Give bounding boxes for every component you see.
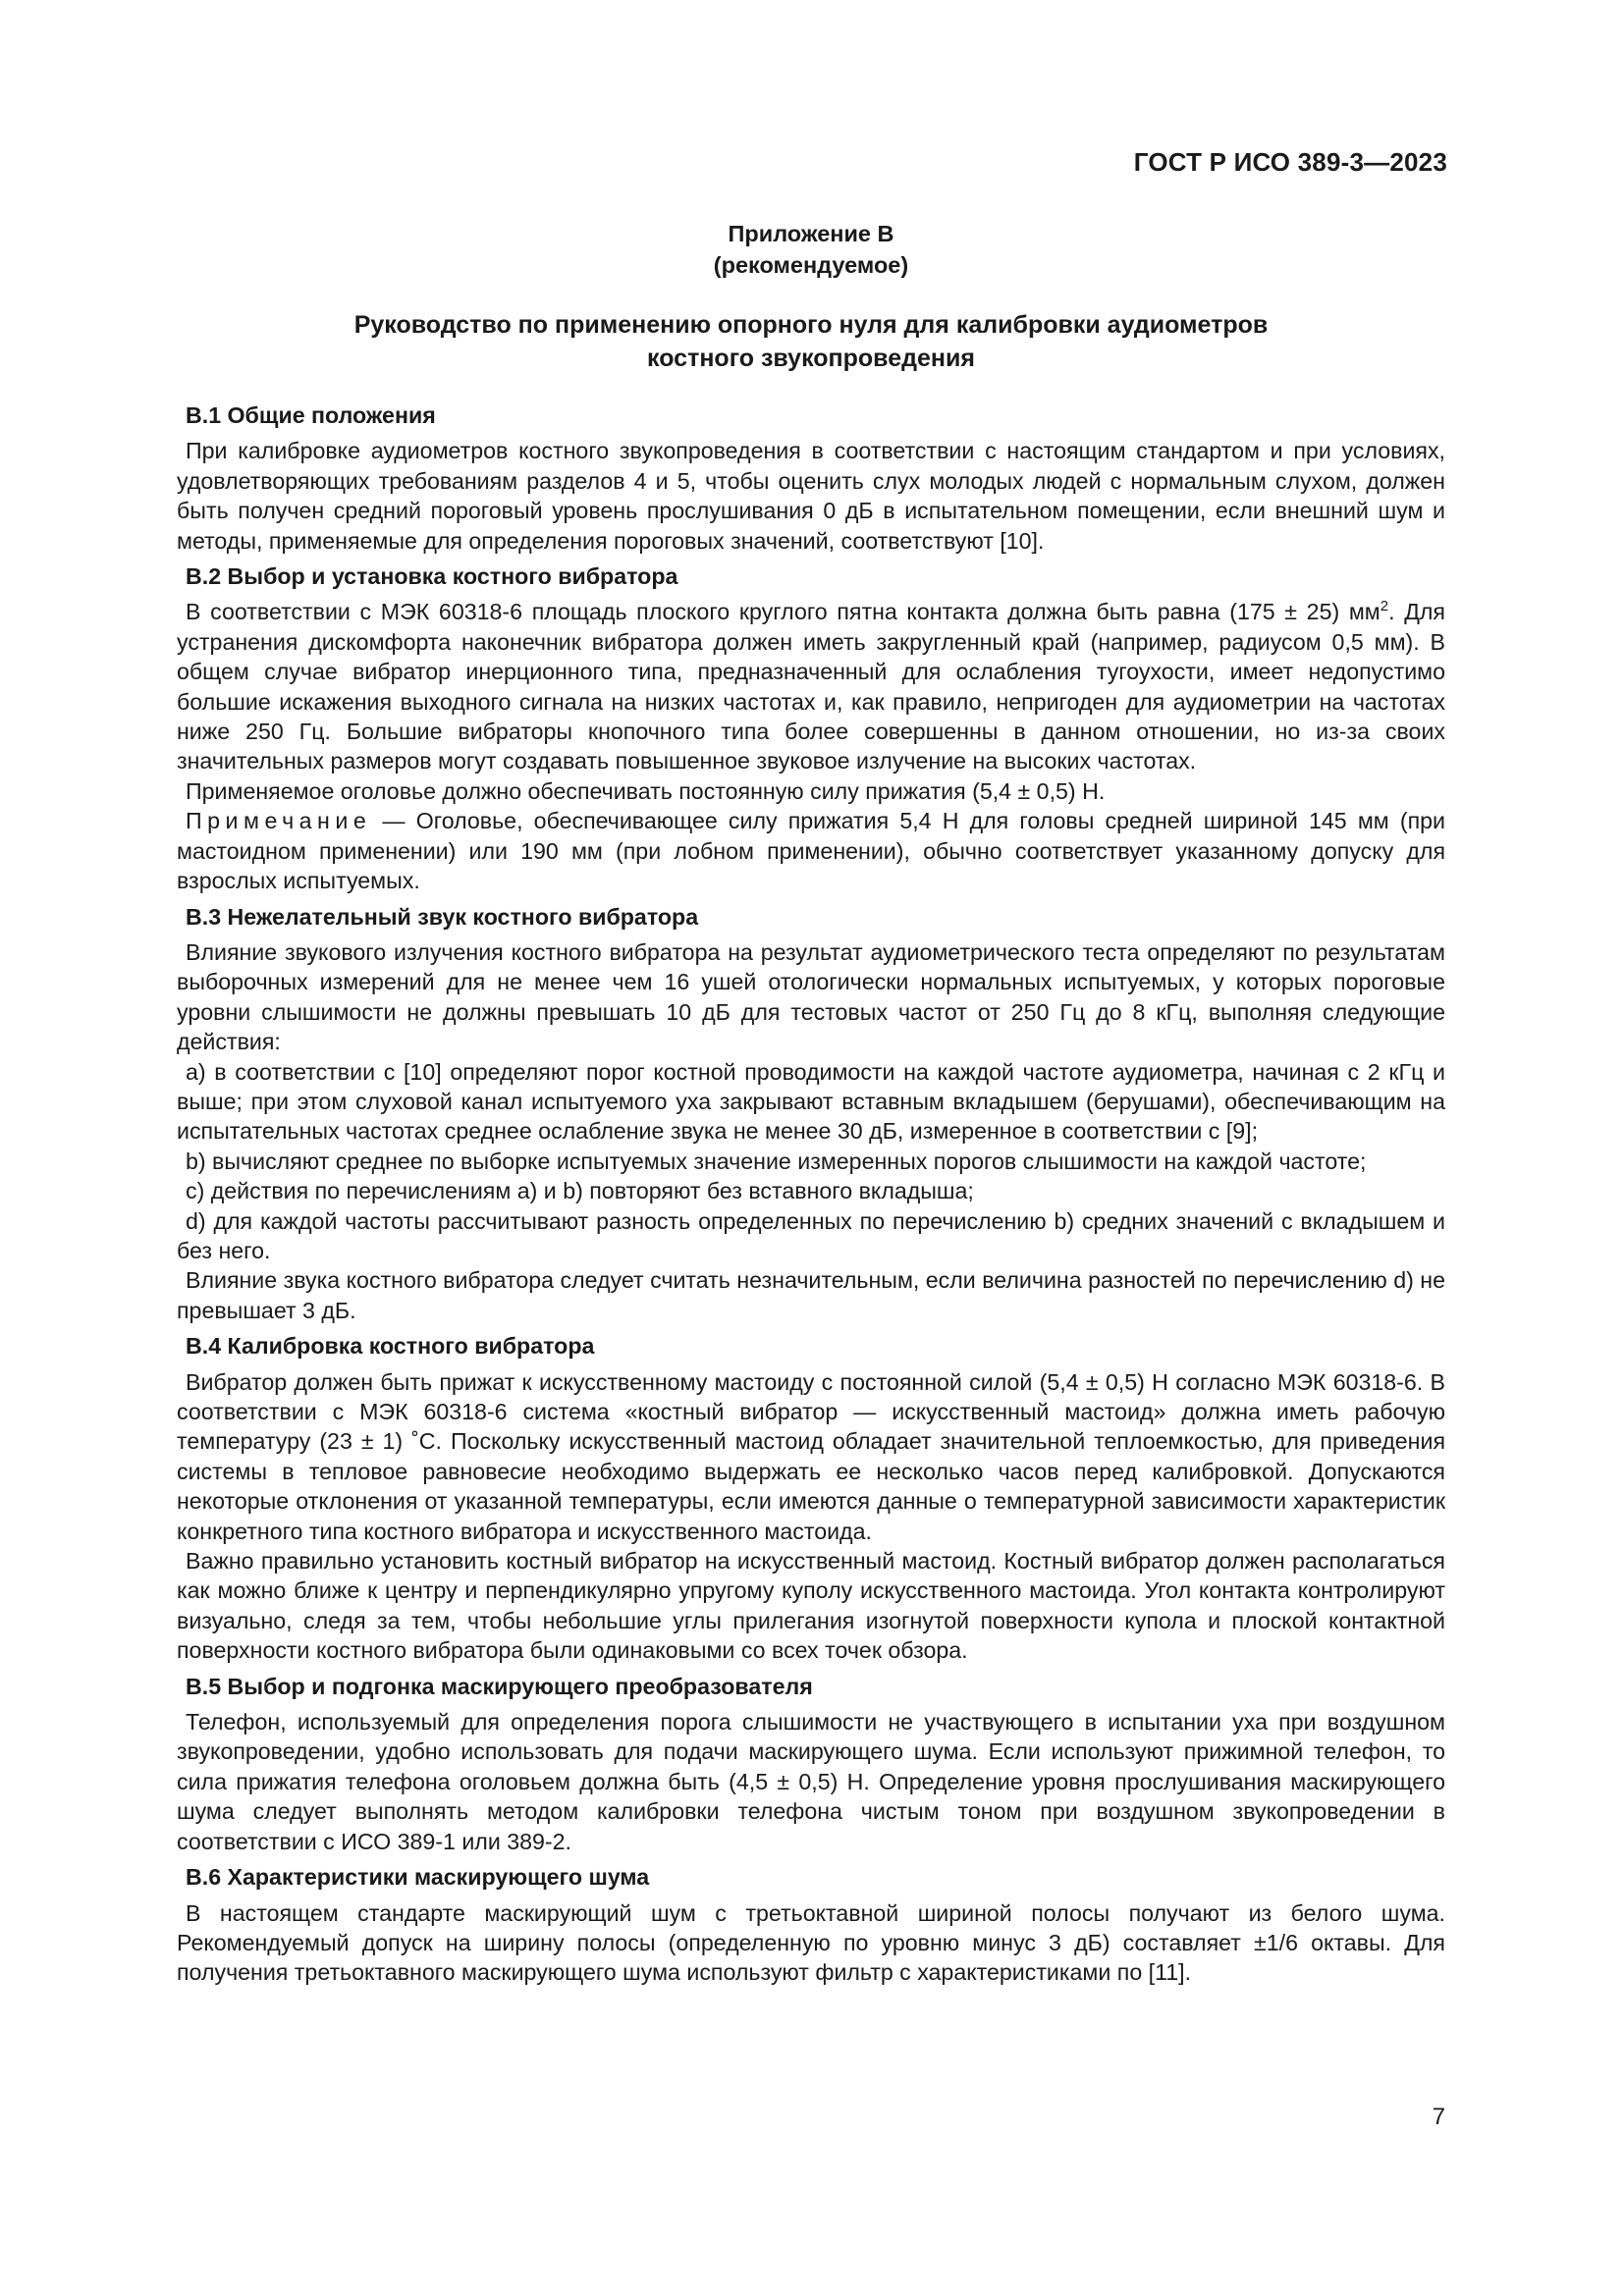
section-b5-title: В.5 Выбор и подгонка маскирующего преобразователя [186,1673,813,1699]
section-b4-paragraph-1: Вибратор должен быть прижат к искусственному мастоиду с постоянной силой (5,4 ± 0,5) Н согласно МЭК 60318-6. В соответствии с МЭК 60318-6 система «костный вибратор — искусственный мастоид» должна иметь рабочую температуру (23 ± 1) ˚С. Поскольку искусственный мастоид обладает значительной теплоемкостью, для приведения системы в тепловое равновесие необходимо выдержать ее несколько часов перед калибровкой. Допускаются некоторые отклонения от указанной температуры, если имеются данные о температурной зависимости характеристик конкретного типа костного вибратора и искусственного мастоида. [177,1368,1445,1544]
section-b6-title: В.6 Характеристики маскирующего шума [186,1864,650,1891]
section-b1-paragraph: При калибровке аудиометров костного звукопроведения в соответствии с настоящим стандартом и при условиях, удовлетворяющих требованиям разделов 4 и 5, чтобы оценить слух молодых людей с нормальным слухом, должен быть получен средний пороговый уровень прослушивания 0 дБ в испытательном помещении, если внешний шум и методы, применяемые для определения пороговых значений, соответствуют [10]. [177,438,1445,554]
section-b5 [177,1672,1445,1856]
section-b3-paragraph-1: Влияние звукового излучения костного вибратора на результат аудиометрического теста определяют по результатам выборочных измерений для не менее чем 16 ушей отологически нормальных испытуемых, у которых пороговые уровни слышимости не должны превышать 10 дБ для тестовых частот от 250 Гц до 8 кГц, выполняя следующие действия: [177,938,1445,1055]
list-item-b: b) вычисляют среднее по выборке испытуемых значение измеренных порогов слышимости на каждой частоте; [186,1148,1367,1174]
annex-title-line2: костного звукопроведения [647,345,975,372]
page-content [177,218,1445,1988]
section-b6 [177,1862,1445,1988]
page-number: 7 [1432,2104,1445,2130]
section-b2 [177,561,1445,895]
section-b4 [177,1331,1445,1665]
section-b3-title: В.3 Нежелательный звук костного вибратора [186,903,699,930]
section-b2-paragraph-1 [177,597,1445,775]
section-b4-paragraph-2: Важно правильно установить костный вибратор на искусственный мастоид. Костный вибратор должен располагаться как можно ближе к центру и перпендикулярно упругому куполу искусственного мастоида. Угол контакта контролируют визуально, следя за тем, чтобы небольшие углы прилегания изогнутой поверхности купола и плоской контактной поверхности костного вибратора были одинаковыми со всех точек обзора. [177,1548,1445,1664]
section-b2-text-before-sup: В соответствии с МЭК 60318-6 площадь плоского круглого пятна контакта должна быть равна (175 ± 25) мм [186,599,1380,625]
section-b2-text-after-sup: . Для устранения дискомфорта наконечник вибратора должен иметь закругленный край (например, радиусом 0,5 мм). В общем случае вибратор инерционного типа, предназначенный для ослабления тугоухости, имеет недопустимо большие искажения выходного сигнала на низких частотах и, как правило, непригоден для аудиометрии на частотах ниже 250 Гц. Большие вибраторы кнопочного типа более совершенны в данном отношении, но из-за своих значительных размеров могут создавать повышенное звуковое излучение на высоких частотах. [177,599,1445,774]
section-b1 [177,400,1445,556]
section-b2-note [177,806,1445,895]
section-b2-paragraph-2: Применяемое оголовье должно обеспечивать постоянную силу прижатия (5,4 ± 0,5) Н. [186,777,1106,804]
section-b3 [177,902,1445,1326]
section-b2-title: В.2 Выбор и установка костного вибратора [186,563,678,590]
superscript-2: 2 [1380,598,1389,615]
document-code: ГОСТ Р ИСО 389-3—2023 [1133,147,1447,177]
list-item-c: c) действия по перечислениям a) и b) повторяют без вставного вкладыша; [186,1178,974,1204]
section-b4-title: В.4 Калибровка костного вибратора [186,1333,595,1360]
annex-heading [177,218,1445,281]
annex-title-line1: Руководство по применению опорного нуля для калибровки аудиометров [353,311,1269,339]
list-item-d: d) для каждой частоты рассчитывают разность определенных по перечислению b) средних значений с вкладышем и без него. [177,1207,1445,1263]
note-label: Примечание [186,808,372,834]
note-text: — Оголовье, обеспечивающее силу прижатия 5,4 Н для головы средней шириной 145 мм (при мастоидном применении) или 190 мм (при лобном применении), обычно соответствует указанному допуску для взрослых испытуемых. [177,808,1445,894]
section-b5-paragraph: Телефон, используемый для определения порога слышимости не участвующего в испытании уха при воздушном звукопроведении, удобно использовать для подачи маскирующего шума. Если используют прижимной телефон, то сила прижатия телефона оголовьем должна быть (4,5 ± 0,5) Н. Определение уровня прослушивания маскирующего шума следует выполнять методом калибровки телефона чистым тоном при воздушном звукопроведении в соответствии с ИСО 389-1 или 389-2. [177,1709,1445,1854]
section-b1-title: В.1 Общие положения [186,402,436,428]
section-b6-paragraph: В настоящем стандарте маскирующий шум с третьоктавной шириной полосы получают из белого шума. Рекомендуемый допуск на ширину полосы (определенную по уровню минус 3 дБ) составляет ±1/6 октавы. Для получения третьоктавного маскирующего шума используют фильтр с характеристиками по [11]. [177,1899,1445,1986]
section-b3-paragraph-2: Влияние звука костного вибратора следует считать незначительным, если величина разностей по перечислению d) не превышает 3 дБ. [177,1267,1445,1323]
list-item-a: a) в соответствии с [10] определяют порог костной проводимости на каждой частоте аудиометра, начиная с 2 кГц и выше; при этом слуховой канал испытуемого уха закрывают вставным вкладышем (берушами), обеспечивающим на испытательных частотах среднее ослабление звука не менее 30 дБ, измеренное в соответствии с [9]; [177,1058,1445,1145]
annex-status: (рекомендуемое) [713,252,909,278]
annex-title [177,308,1445,375]
annex-label: Приложение В [728,221,894,246]
